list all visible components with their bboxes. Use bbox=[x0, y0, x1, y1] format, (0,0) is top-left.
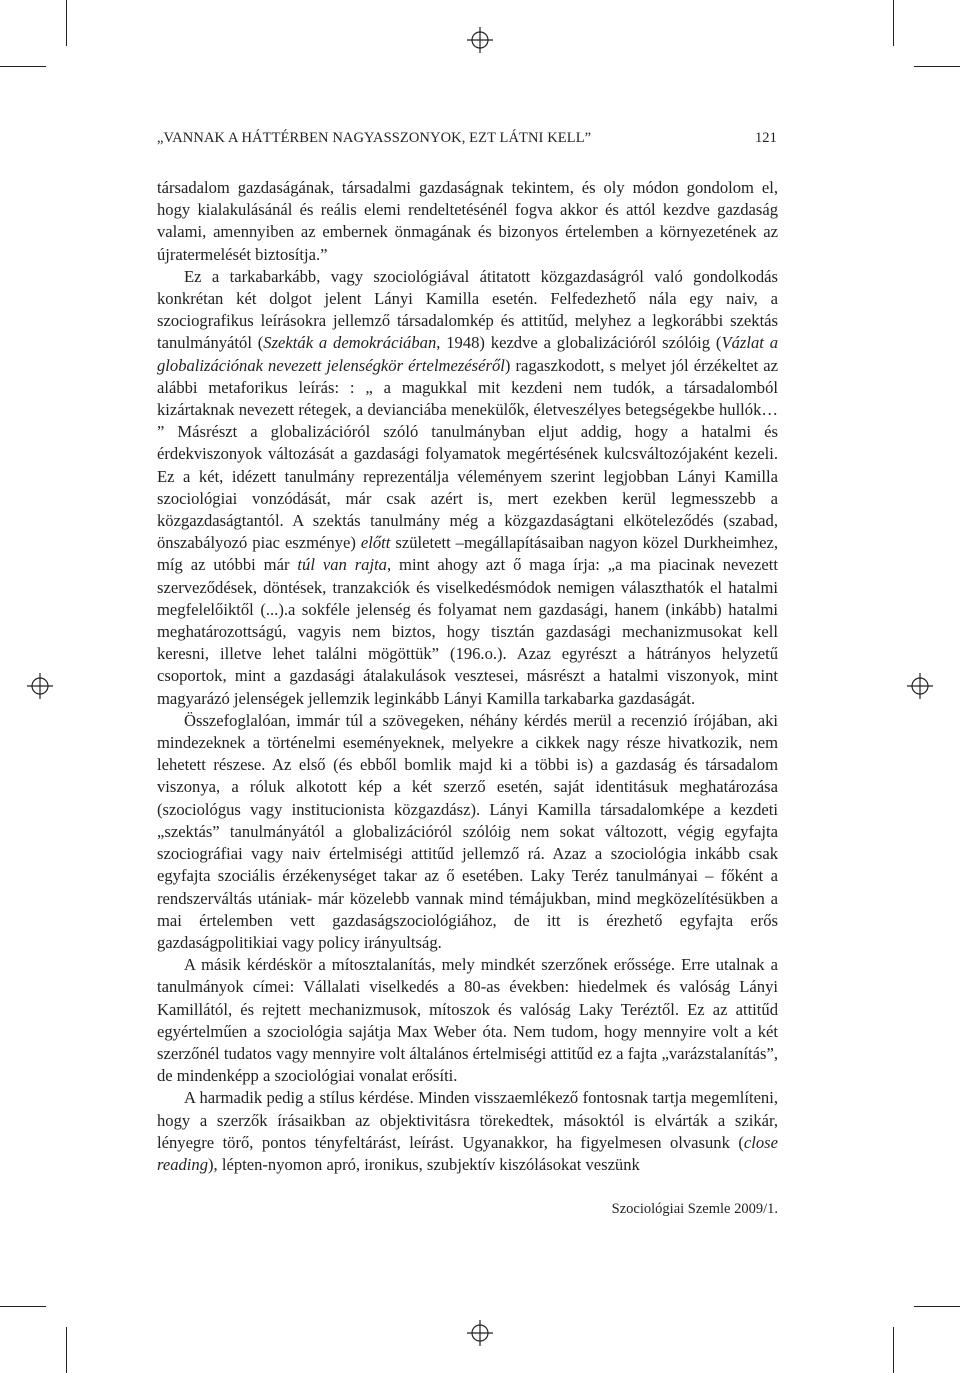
paragraph bbox=[157, 266, 778, 710]
text-run: Ez a tarkabarkább, vagy szociológiával átitatott közgazdaságról való gondolkodás konkrétan két dolgot jelent Lányi Kamilla esetén. Felfedezhető nála egy naiv, a szociografikus leírásokra jellemző társadalomkép és attitűd, melyhez a legkorábbi szektás tanulmányától ( bbox=[157, 266, 778, 353]
crop-mark-top-right-h bbox=[914, 66, 960, 67]
registration-mark-icon bbox=[467, 27, 493, 53]
registration-mark-icon bbox=[27, 673, 53, 699]
paragraph bbox=[157, 177, 778, 266]
crop-mark-top-left-v bbox=[66, 0, 67, 46]
article-body bbox=[157, 177, 778, 1176]
paragraph bbox=[157, 1087, 778, 1176]
text-run: , mint ahogy azt ő maga írja: „a ma piacinak nevezett szerveződések, döntések, tranzakciók és viselkedésmódok nemigen választhatók el hatalmi megfelelőiktől (...).a sokféle jelenség és folyamat nem gazdasági, hanem (inkább) hatalmi meghatározottságú, vagyis nem biztos, hogy tisztán gazdasági mechanizmusokat kell keresni, illetve lehet találni mögöttük” (196.o.). Azaz egyrészt a hátrányos helyzetű csoportok, mint a gazdasági átalakulások vesztesei, másrészt a hatalmi viszonyok, mint magyarázó jelenségek jellemzik leginkább Lányi Kamilla tarkabarka gazdaságát. bbox=[157, 555, 778, 708]
registration-mark-icon bbox=[467, 1320, 493, 1346]
paragraph bbox=[157, 954, 778, 1087]
italic-text-run: Szekták a demokráciában bbox=[263, 333, 437, 353]
registration-mark-icon bbox=[907, 673, 933, 699]
crop-mark-bottom-left-h bbox=[0, 1306, 46, 1307]
text-run: született –megállapításaiban nagyon közel Durkheimhez, míg az utóbbi már bbox=[157, 533, 778, 575]
crop-mark-bottom-right-h bbox=[914, 1306, 960, 1307]
text-run: társadalom gazdaságának, társadalmi gazdaságnak tekintem, és oly módon gondolom el, hogy kialakulásánál és reális elemi rendeltetésénél fogva akkor és attól kezdve gazdaság valami, amennyiben az embernek önmagának és bizonyos értelemben a környezetének az újratermelését biztosítja.” bbox=[157, 178, 778, 264]
crop-mark-bottom-left-v bbox=[66, 1327, 67, 1373]
crop-mark-top-left-h bbox=[0, 66, 46, 67]
paragraph bbox=[157, 710, 778, 954]
page-number: 121 bbox=[754, 130, 777, 146]
crop-mark-top-right-v bbox=[893, 0, 894, 46]
italic-text-run: túl van rajta bbox=[297, 555, 387, 575]
text-run: Összefoglalóan, immár túl a szövegeken, néhány kérdés merül a recenzió írójában, aki mindezeknek a történelmi eseményeknek, melyekre a cikkek nagy része hivatkozik, nem lehetett részese. Az első (és ebből bomlik majd ki a többi is) a gazdaság és társadalom viszonya, a róluk alkotott kép a két szerző esetén, saját identitásuk meghatározása (szociológus vagy institucionista közgazdász). Lányi Kamilla társadalomképe a kezdeti „szektás” tanulmányától a globalizációról szólóig nem sokat változott, végig egyfajta szociográfiai vagy naiv értelmiségi attitűd jellemző rá. Azaz a szociológia inkább csak egyfajta szociális érzékenységet takar az ő esetében. Laky Teréz tanulmányai – főként a rendszerváltás utániak- már közelebb vannak mind témájukban, mind megközelítésükben a mai értelemben vett gazdaságszociológiához, de itt is érezhető egyfajta erős gazdaságpolitikiai vagy policy irányultság. bbox=[157, 710, 778, 952]
journal-footer: Szociológiai Szemle 2009/1. bbox=[611, 1201, 778, 1217]
italic-text-run: Vázlat a globalizációnak nevezett jelenségkör értelmezéséről bbox=[157, 333, 778, 375]
text-run: A harmadik pedig a stílus kérdése. Minden visszaemlékező fontosnak tartja megemlíteni, hogy a szerzők írásaikban az objektivitásra törekedtek, másoktól is elvárták a szikár, lényegre törő, pontos tényfeltárást, leírást. Ugyanakkor, ha figyelmesen olvasunk ( bbox=[157, 1088, 778, 1152]
text-run: A másik kérdéskör a mítosztalanítás, mely mindkét szerzőnek erőssége. Erre utalnak a tanulmányok címei: Vállalati viselkedés a 80-as években: hiedelmek és valóság Lányi Kamillától, és rejtett mechanizmusok, mítoszok és valóság Laky Teréztől. Ez az attitűd egyértelműen a szociológia sajátja Max Weber óta. Nem tudom, hogy mennyire volt a két szerzőnél tudatos vagy mennyire volt általános értelmiségi attitűd ez a fajta „varázstalanítás”, de mindenképp a szociológiai vonalat erősíti. bbox=[157, 955, 778, 1086]
running-header bbox=[157, 130, 777, 154]
text-run: ), lépten-nyomon apró, ironikus, szubjektív kiszólásokat veszünk bbox=[208, 1154, 640, 1174]
italic-text-run: close reading bbox=[157, 1132, 778, 1174]
text-run: , 1948) kezdve a globalizációról szólóig ( bbox=[436, 333, 722, 353]
crop-mark-bottom-right-v bbox=[893, 1327, 894, 1373]
text-run: ) ragaszkodott, s melyet jól érzékeltet az alábbi metaforikus leírás: : „ a magukkal mit kezdeni nem tudók, a társadalomból kizártaknak nevezett rétegek, a devianciába menekülők, életveszélyes betegségekbe hullók… ” Másrészt a globalizációról szóló tanulmányban eljut addig, hogy a hatalmi és érdekviszonyok változását a gazdasági folyamatok megértésének kulcsváltozójaként kezeli. Ez a két, idézett tanulmány reprezentálja véleményem szerint legjobban Lányi Kamilla szociológiai vonzódását, már csak azért is, mert ezekben kerül legmesszebb a közgazdaságtantól. A szektás tanulmány még a közgazdaságtani elköteleződés (szabad, önszabályozó piac eszménye) bbox=[157, 355, 778, 553]
running-title: „VANNAK A HÁTTÉRBEN NAGYASSZONYOK, EZT LÁTNI KELL” bbox=[157, 130, 592, 146]
italic-text-run: előtt bbox=[360, 533, 391, 553]
